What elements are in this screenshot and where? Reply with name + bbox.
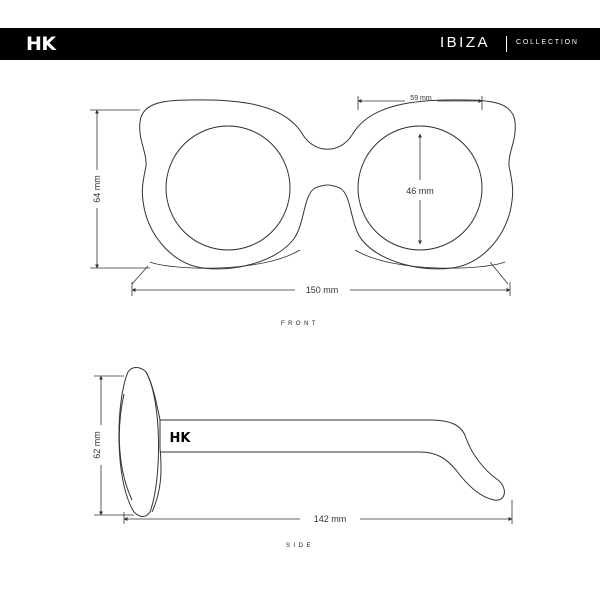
lens-width-label: 59 mm	[410, 95, 432, 102]
left-lens	[166, 126, 290, 250]
temple-logo: HK	[169, 431, 191, 446]
front-view-label: FRONT	[280, 321, 320, 327]
temple-length-label: 142 mm	[313, 514, 347, 524]
frame-height-label: 64 mm	[92, 175, 102, 203]
side-front-rim-inner	[119, 394, 132, 500]
side-temple-arm	[160, 420, 504, 500]
brand-logo: HK	[26, 33, 56, 55]
side-height-label: 62 mm	[92, 431, 102, 459]
front-view-drawing	[132, 100, 515, 284]
collection-label: COLLECTION	[516, 39, 579, 46]
side-view-label: SIDE	[285, 543, 314, 549]
side-dimension-lines	[94, 376, 512, 524]
front-frame-outline	[140, 100, 516, 269]
lens-height-label: 46 mm	[406, 186, 434, 196]
front-dimension-lines	[90, 96, 510, 296]
model-name: IBIZA	[440, 34, 491, 51]
front-frame-bottom-edge	[150, 250, 300, 268]
total-width-label: 150 mm	[305, 285, 339, 295]
